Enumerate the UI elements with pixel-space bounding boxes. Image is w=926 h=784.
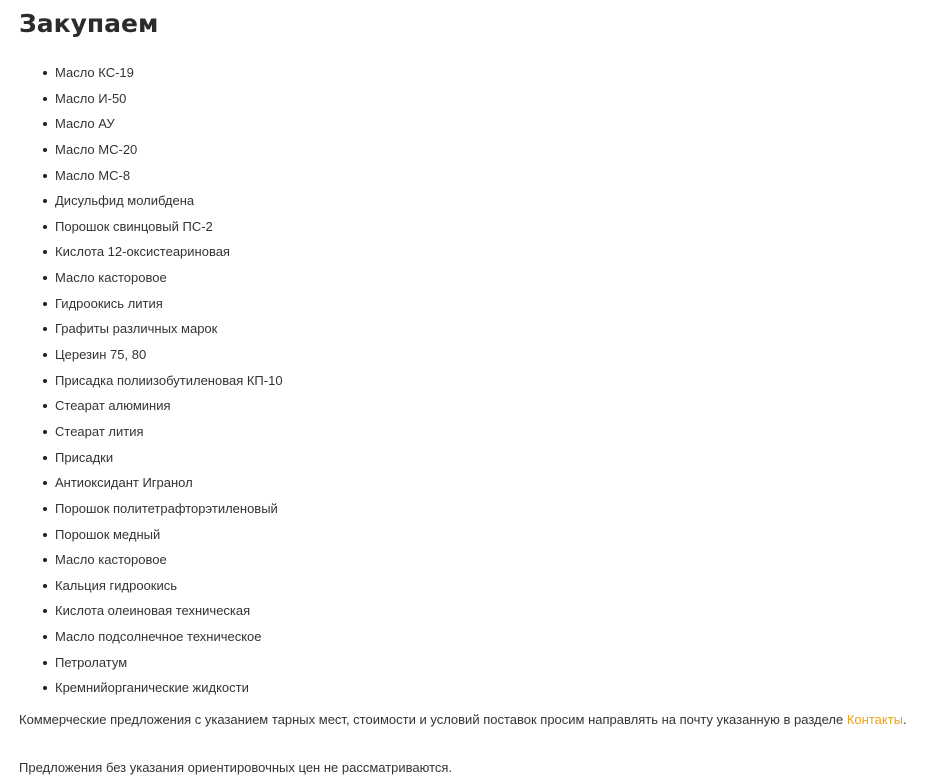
- list-item: [19, 111, 283, 137]
- list-item-label: Масло подсолнечное техническое: [55, 629, 262, 645]
- bullet-icon: [43, 481, 47, 485]
- contacts-link[interactable]: Контакты: [846, 712, 904, 727]
- bullet-icon: [43, 558, 47, 562]
- price-requirement-note: Предложения без указания ориентировочных цен не рассматриваются.: [19, 760, 453, 775]
- list-item: [19, 419, 283, 445]
- list-item: [19, 316, 283, 342]
- list-item: [19, 265, 283, 291]
- list-item: [19, 445, 283, 471]
- list-item: [19, 239, 283, 265]
- list-item: [19, 650, 283, 676]
- list-item: [19, 470, 283, 496]
- note-suffix: .: [903, 712, 907, 727]
- bullet-icon: [43, 199, 47, 203]
- list-item-label: Стеарат алюминия: [55, 398, 171, 414]
- bullet-icon: [43, 635, 47, 639]
- list-item-label: Масло касторовое: [55, 552, 167, 568]
- list-item-label: Кремнийорганические жидкости: [55, 680, 249, 696]
- list-item-label: Гидроокись лития: [55, 295, 163, 311]
- list-item: [19, 573, 283, 599]
- list-item: [19, 342, 283, 368]
- bullet-icon: [43, 353, 47, 357]
- list-item-label: Масло АУ: [55, 116, 115, 132]
- list-item-label: Масло КС-19: [55, 65, 134, 80]
- list-item: [19, 393, 283, 419]
- list-item-label: Масло МС-8: [55, 167, 131, 183]
- bullet-icon: [43, 148, 47, 152]
- bullet-icon: [43, 430, 47, 434]
- commercial-offer-note: [19, 710, 907, 730]
- bullet-icon: [43, 507, 47, 511]
- list-item-label: Дисульфид молибдена: [55, 193, 195, 209]
- bullet-icon: [43, 174, 47, 178]
- list-item-label: Антиоксидант Игранол: [55, 475, 193, 491]
- bullet-icon: [43, 584, 47, 588]
- list-item: [19, 624, 283, 650]
- list-item-label: Кислота 12-оксистеариновая: [55, 244, 230, 260]
- list-item: [19, 214, 283, 240]
- list-item-label: Масло МС-20: [55, 141, 138, 157]
- list-item-label: Стеарат лития: [55, 423, 144, 439]
- bullet-icon: [43, 661, 47, 665]
- list-item: [19, 598, 283, 624]
- bullet-icon: [43, 456, 47, 460]
- list-item-label: Присадка полиизобутиленовая КП-10: [55, 372, 283, 388]
- list-item: [19, 522, 283, 548]
- list-item-label: Масло И-50: [55, 90, 127, 106]
- list-item: [19, 368, 283, 394]
- list-item-label: Графиты различных марок: [55, 321, 218, 337]
- list-item: [19, 137, 283, 163]
- page-title: Закупаем: [19, 9, 159, 38]
- note-text: Коммерческие предложения с указанием тарных мест, стоимости и условий поставок просим направлять на почту указанную в разделе: [19, 712, 847, 727]
- bullet-icon: [43, 276, 47, 280]
- list-item-label: Кислота олеиновая техническая: [55, 603, 251, 619]
- list-item: [19, 675, 283, 701]
- bullet-icon: [43, 379, 47, 383]
- list-item: [19, 163, 283, 189]
- bullet-icon: [43, 609, 47, 613]
- purchase-list: [19, 60, 283, 701]
- list-item-label: Масло касторовое: [55, 270, 167, 286]
- bullet-icon: [43, 71, 47, 75]
- list-item: [19, 60, 283, 86]
- list-item-label: Порошок свинцовый ПС-2: [55, 218, 213, 234]
- list-item-label: Петролатум: [55, 654, 128, 670]
- bullet-icon: [43, 250, 47, 254]
- list-item: [19, 86, 283, 112]
- bullet-icon: [43, 97, 47, 101]
- list-item: [19, 547, 283, 573]
- list-item-label: Присадки: [55, 449, 114, 465]
- bullet-icon: [43, 302, 47, 306]
- list-item: [19, 188, 283, 214]
- list-item-label: Порошок политетрафторэтиленовый: [55, 500, 278, 516]
- bullet-icon: [43, 327, 47, 331]
- list-item: [19, 291, 283, 317]
- bullet-icon: [43, 404, 47, 408]
- bullet-icon: [43, 533, 47, 537]
- bullet-icon: [43, 225, 47, 229]
- list-item-label: Порошок медный: [55, 526, 161, 542]
- list-item-label: Кальция гидроокись: [55, 577, 178, 593]
- bullet-icon: [43, 686, 47, 690]
- list-item: [19, 496, 283, 522]
- list-item-label: Церезин 75, 80: [55, 347, 147, 363]
- bullet-icon: [43, 122, 47, 126]
